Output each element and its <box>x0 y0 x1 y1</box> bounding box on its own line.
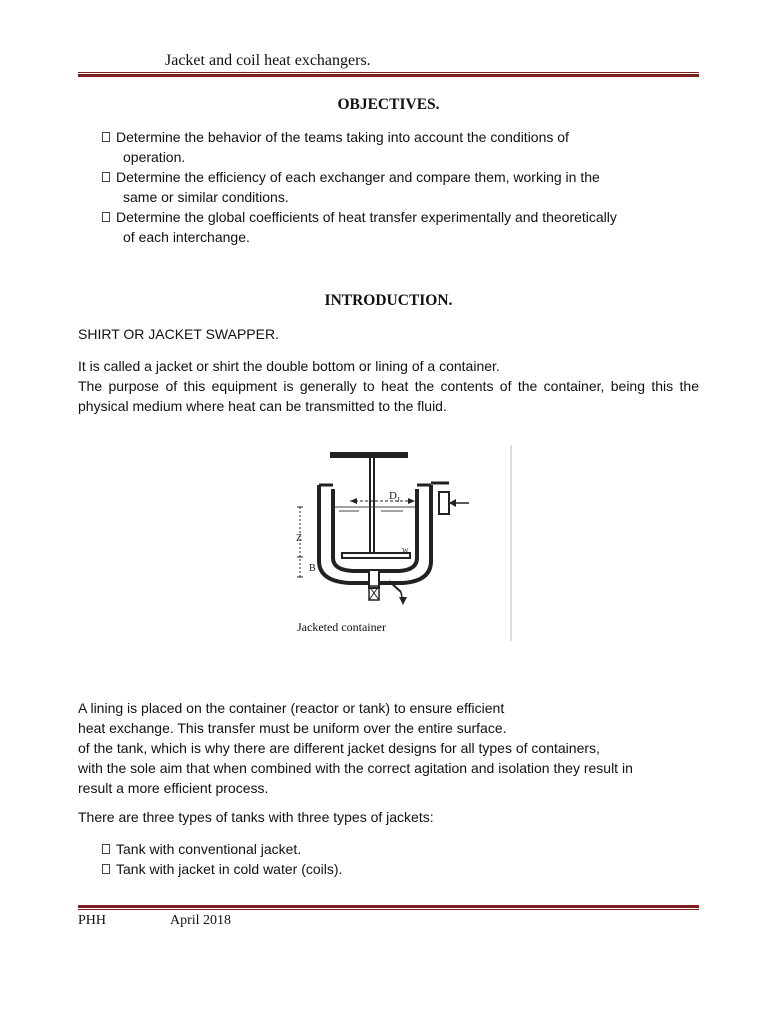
objective-line: same or similar conditions. <box>123 189 289 205</box>
tank-types-list <box>102 839 674 879</box>
header-rule <box>78 72 699 77</box>
figure-caption: Jacketed container <box>297 620 386 634</box>
checkbox-bullet-icon <box>102 132 110 142</box>
lining-line: A lining is placed on the container (reactor or tank) to ensure efficient <box>78 700 505 716</box>
checkbox-bullet-icon <box>102 212 110 222</box>
footer-rule-thick <box>78 905 699 908</box>
lining-line: of the tank, which is why there are different jacket designs for all types of containers, <box>78 740 600 756</box>
tanks-intro: There are three types of tanks with three types of jackets: <box>78 809 434 825</box>
intro-paragraph-line: It is called a jacket or shirt the double bottom or lining of a container. <box>78 358 500 374</box>
footer-rule-thin <box>78 909 699 910</box>
header-rule-thin <box>78 72 699 73</box>
lining-line: result a more efficient process. <box>78 780 269 796</box>
objective-item <box>102 207 674 247</box>
objectives-list <box>102 127 674 247</box>
tank-type-item <box>102 859 674 879</box>
objective-line: of each interchange. <box>123 229 250 245</box>
checkbox-bullet-icon <box>102 864 110 874</box>
header-rule-thick <box>78 74 699 77</box>
introduction-heading: INTRODUCTION. <box>324 292 453 309</box>
footer-date: April 2018 <box>170 913 232 928</box>
running-header: Jacket and coil heat exchangers. <box>165 52 371 69</box>
side-label: W <box>402 547 409 555</box>
lining-paragraph <box>78 698 699 798</box>
diameter-label: $D_J$ <box>389 490 400 504</box>
intro-paragraph: The purpose of this equipment is generally to heat the contents of the container, being this the physical medium where heat can be transmitted to the fluid. <box>78 378 699 414</box>
objective-line: operation. <box>123 149 186 165</box>
objective-line: Determine the global coefficients of heat transfer experimentally and theoretically <box>116 209 617 225</box>
footer-rule <box>78 905 699 910</box>
bottom-label: B <box>309 563 316 574</box>
checkbox-bullet-icon <box>102 844 110 854</box>
lining-line: with the sole aim that when combined with the correct agitation and isolation they result in <box>78 760 633 776</box>
objective-line: Determine the efficiency of each exchanger and compare them, working in the <box>116 169 600 185</box>
objectives-heading: OBJECTIVES. <box>337 96 440 113</box>
footer-author: PHH <box>78 913 107 928</box>
jacketed-container-figure <box>253 443 515 643</box>
section-subheading: SHIRT OR JACKET SWAPPER. <box>78 326 279 342</box>
tank-type-item <box>102 839 674 859</box>
objective-line: Determine the behavior of the teams taking into account the conditions of <box>116 129 569 145</box>
jacketed-container-diagram <box>253 443 515 643</box>
tank-type-label: Tank with jacket in cold water (coils). <box>116 861 343 877</box>
objective-item <box>102 127 674 167</box>
tank-type-label: Tank with conventional jacket. <box>116 841 302 857</box>
objective-item <box>102 167 674 207</box>
checkbox-bullet-icon <box>102 172 110 182</box>
height-label: Z <box>296 533 303 544</box>
lining-line: heat exchange. This transfer must be uniform over the entire surface. <box>78 720 507 736</box>
